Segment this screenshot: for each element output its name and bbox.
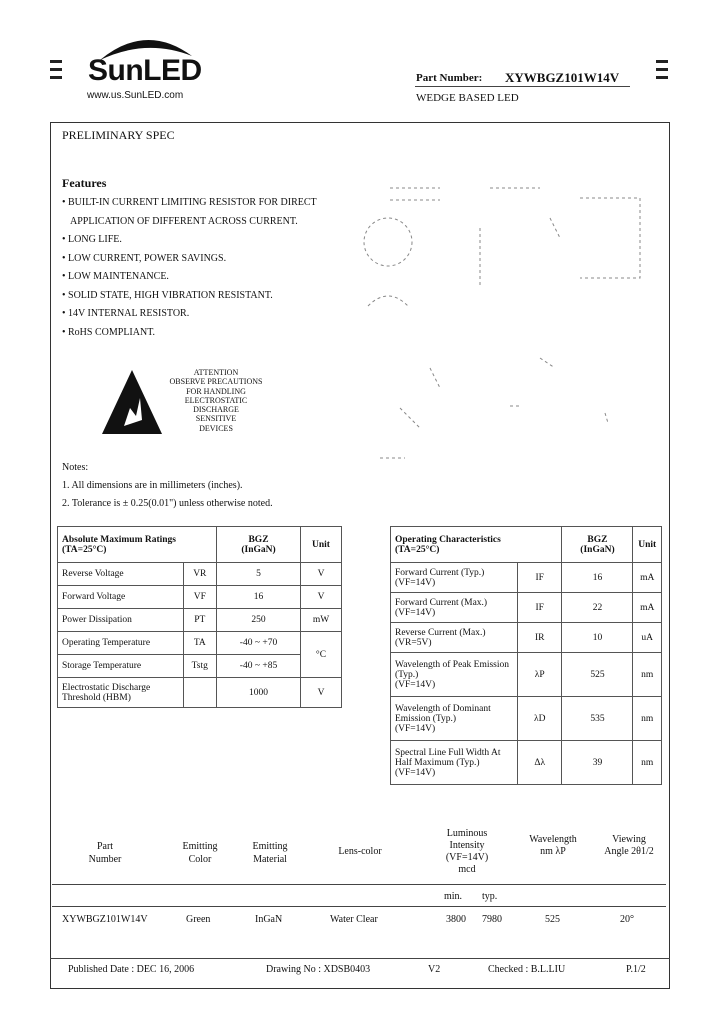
features-title: Features [62, 176, 107, 190]
esd-notice: ATTENTION OBSERVE PRECAUTIONS FOR HANDLING ELECTROSTATIC DISCHARGE SENSITIVE DEVICES [169, 368, 263, 433]
part-number-underline [415, 86, 630, 87]
sel-header-intensity: Luminous Intensity (VF=14V) mcd [445, 828, 489, 875]
list-item: • BUILT-IN CURRENT LIMITING RESISTOR FOR DIRECT [62, 197, 317, 208]
logo-bar-right [656, 76, 668, 79]
table-row: Forward Current (Max.) (VF=14V) IF 22 mA [391, 593, 662, 623]
sel-angle: 20° [620, 914, 634, 925]
table-header-cell: Operating Characteristics (TA=25°C) [391, 527, 562, 563]
table-row: Storage Temperature Tstg -40 ~ +85 [58, 655, 342, 678]
table-header-cell: BGZ (InGaN) [562, 527, 633, 563]
sel-header-material: Emitting Material [252, 841, 288, 865]
sel-lens: Water Clear [330, 914, 378, 925]
table-row: Operating Temperature TA -40 ~ +70 °C [58, 632, 342, 655]
list-item: • 14V INTERNAL RESISTOR. [62, 308, 190, 319]
list-item: • LONG LIFE. [62, 234, 122, 245]
table-header-cell: Absolute Maximum Ratings (TA=25°C) [58, 527, 217, 563]
footer-checked: Checked : B.L.LIU [488, 964, 566, 975]
sel-sub-typ: typ. [482, 891, 498, 902]
sel-sub-min: min. [444, 891, 463, 902]
sel-header-wavelength: Wavelength nm λP [529, 834, 577, 857]
absolute-max-ratings-table [57, 526, 342, 708]
sel-header-part: Part Number [88, 841, 122, 865]
list-item: • LOW MAINTENANCE. [62, 271, 169, 282]
sel-typ: 7980 [482, 914, 502, 925]
part-number-label: Part Number: [416, 72, 483, 84]
notes-title: Notes: [62, 462, 89, 473]
table-header-cell: BGZ (InGaN) [217, 527, 301, 563]
logo-bar-left [50, 76, 62, 79]
esd-warning-icon [100, 368, 164, 436]
part-number: XYWBGZ101W14V [505, 70, 620, 85]
selection-divider [52, 906, 666, 907]
list-item: • RoHS COMPLIANT. [62, 326, 156, 338]
table-row: Electrostatic Discharge Threshold (HBM) 1000 V [58, 678, 342, 708]
table-row: Reverse Voltage VR 5 V [58, 563, 342, 586]
sel-wavelength: 525 [545, 914, 560, 925]
sel-header-lens: Lens-color [338, 846, 382, 857]
logo-bar-right [656, 68, 668, 71]
footer-divider [50, 958, 670, 959]
product-type: WEDGE BASED LED [416, 92, 519, 104]
list-item: • SOLID STATE, HIGH VIBRATION RESISTANT. [62, 289, 273, 301]
logo-bar-left [50, 68, 62, 71]
sel-part: XYWBGZ101W14V [62, 914, 148, 925]
logo-bar-left [50, 60, 62, 63]
website-link[interactable]: www.us.SunLED.com [87, 90, 184, 101]
table-header-cell: Unit [301, 527, 342, 563]
package-dimension-drawing [350, 178, 660, 468]
logo-text: SunLED [88, 54, 202, 87]
footer-drawing: Drawing No : XDSB0403 [266, 964, 371, 975]
sel-header-angle: Viewing Angle 2θ1/2 [604, 834, 654, 857]
footer-published: Published Date : DEC 16, 2006 [68, 964, 195, 975]
sel-min: 3800 [446, 914, 466, 925]
table-header-cell: Unit [633, 527, 662, 563]
note-item: 1. All dimensions are in millimeters (inches). [62, 480, 243, 491]
footer-page: P.1/2 [626, 964, 646, 975]
table-row: Wavelength of Dominant Emission (Typ.) (VF=14V) λD 535 nm [391, 697, 662, 741]
list-item: APPLICATION OF DIFFERENT ACROSS CURRENT. [70, 215, 298, 227]
table-row: Spectral Line Full Width At Half Maximum (Typ.) (VF=14V) Δλ 39 nm [391, 741, 662, 785]
logo-bar-right [656, 60, 668, 63]
footer-version: V2 [428, 964, 441, 975]
selection-divider [52, 884, 666, 885]
spec-status: PRELIMINARY SPEC [62, 128, 175, 142]
table-row: Wavelength of Peak Emission (Typ.) (VF=14V) λP 525 nm [391, 653, 662, 697]
features-list [62, 194, 362, 342]
note-item: 2. Tolerance is ± 0.25(0.01") unless otherwise noted. [62, 498, 273, 509]
sel-header-color: Emitting Color [182, 841, 218, 865]
operating-characteristics-table [390, 526, 662, 785]
list-item: • LOW CURRENT, POWER SAVINGS. [62, 252, 227, 264]
table-row: Forward Current (Typ.) (VF=14V) IF 16 mA [391, 563, 662, 593]
table-row: Reverse Current (Max.) (VR=5V) IR 10 uA [391, 623, 662, 653]
table-row: Forward Voltage VF 16 V [58, 586, 342, 609]
table-row: Power Dissipation PT 250 mW [58, 609, 342, 632]
sel-color: Green [186, 914, 211, 925]
sel-material: InGaN [255, 914, 283, 925]
